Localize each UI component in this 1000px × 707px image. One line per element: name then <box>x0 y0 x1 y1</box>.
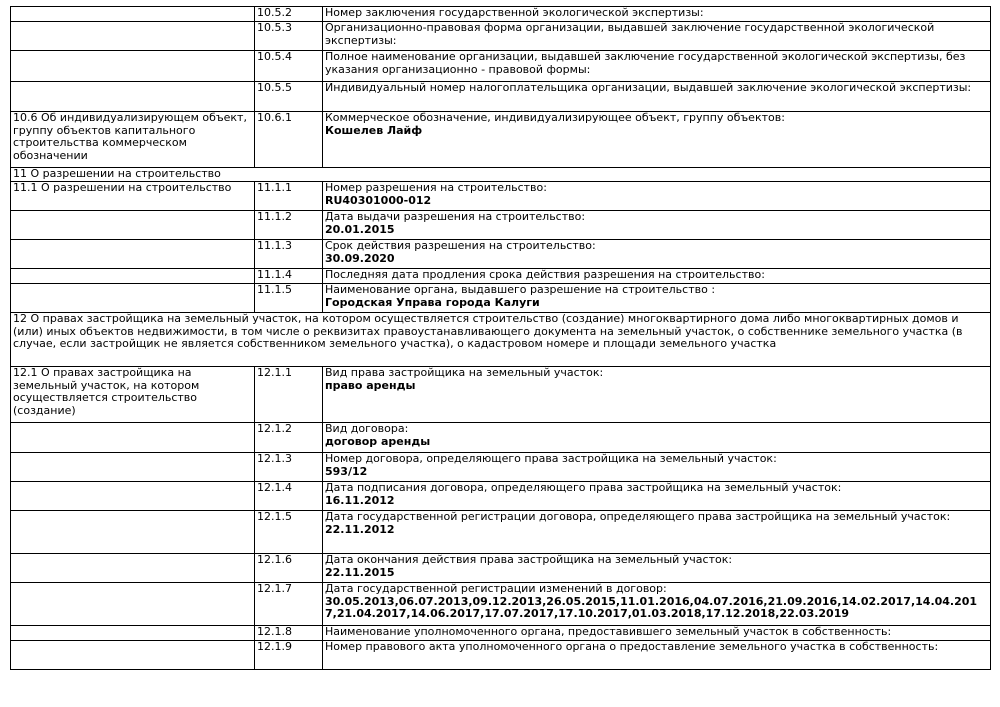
field-label: Номер заключения государственной экологической экспертизы: <box>325 6 704 19</box>
declaration-table <box>10 6 991 670</box>
field-cell <box>323 423 991 453</box>
field-label: Коммерческое обозначение, индивидуализирующее объект, группу объектов: <box>325 111 785 124</box>
section-header: 12 О правах застройщика на земельный участок, на котором осуществляется строительство (создание) многоквартирного дома либо многоквартирных домов и (или) иных объектов недвижимости, в том числе о реквизитах правоустанавливающего документа на земельный участок, о собственнике земельного участка (в случае, если застройщик не является собственником земельного участка), о кадастровом номере и площади земельного участка <box>11 313 991 367</box>
field-cell <box>323 112 991 168</box>
table-row <box>11 168 991 182</box>
field-value: договор аренды <box>325 434 431 448</box>
table-row <box>11 240 991 269</box>
section-cell <box>11 482 255 511</box>
code-cell: 12.1.4 <box>255 482 323 511</box>
field-cell <box>323 82 991 112</box>
section-cell <box>11 269 255 284</box>
field-value: Городская Управа города Калуги <box>325 295 540 309</box>
section-cell: 12.1 О правах застройщика на земельный участок, на котором осуществляется строительство (создание) <box>11 367 255 423</box>
table-row <box>11 211 991 240</box>
field-cell <box>323 7 991 22</box>
code-cell: 11.1.5 <box>255 284 323 313</box>
section-cell: 10.6 Об индивидуализирующем объект, группу объектов капитального строительства коммерческом обозначении <box>11 112 255 168</box>
table-row <box>11 51 991 82</box>
field-cell <box>323 182 991 211</box>
section-cell <box>11 626 255 641</box>
field-value: Кошелев Лайф <box>325 123 423 137</box>
field-label: Последняя дата продления срока действия разрешения на строительство: <box>325 268 765 281</box>
field-cell <box>323 554 991 583</box>
code-cell: 12.1.7 <box>255 583 323 626</box>
field-label: Вид договора: <box>325 422 409 435</box>
section-cell <box>11 583 255 626</box>
code-cell: 12.1.6 <box>255 554 323 583</box>
code-cell: 10.5.5 <box>255 82 323 112</box>
section-cell <box>11 211 255 240</box>
field-label: Организационно-правовая форма организации, выдавшей заключение государственной экологической экспертизы: <box>325 21 935 47</box>
field-cell <box>323 626 991 641</box>
field-label: Номер правового акта уполномоченного органа о предоставление земельного участка в собственность: <box>325 640 939 653</box>
table-row <box>11 367 991 423</box>
section-cell <box>11 22 255 51</box>
field-cell <box>323 482 991 511</box>
code-cell: 12.1.8 <box>255 626 323 641</box>
field-cell <box>323 51 991 82</box>
field-label: Дата государственной регистрации изменений в договор: <box>325 582 667 595</box>
field-value: 22.11.2015 <box>325 565 395 579</box>
table-row <box>11 453 991 482</box>
field-label: Дата выдачи разрешения на строительство: <box>325 210 586 223</box>
code-cell: 11.1.3 <box>255 240 323 269</box>
code-cell: 12.1.5 <box>255 511 323 554</box>
code-cell: 12.1.3 <box>255 453 323 482</box>
field-label: Номер договора, определяющего права застройщика на земельный участок: <box>325 452 777 465</box>
field-cell <box>323 367 991 423</box>
field-label: Вид права застройщика на земельный участок: <box>325 366 604 379</box>
section-cell <box>11 554 255 583</box>
field-value: 20.01.2015 <box>325 222 395 236</box>
code-cell: 10.5.3 <box>255 22 323 51</box>
field-value: 593/12 <box>325 464 368 478</box>
field-value: 16.11.2012 <box>325 493 395 507</box>
code-cell: 10.6.1 <box>255 112 323 168</box>
field-value: право аренды <box>325 378 416 392</box>
code-cell: 12.1.9 <box>255 641 323 670</box>
field-cell <box>323 453 991 482</box>
table-row <box>11 7 991 22</box>
field-value: 30.05.2013,06.07.2013,09.12.2013,26.05.2015,11.01.2016,04.07.2016,21.09.2016,14.02.2017,14.04.2017,21.04.2017,14.06.2017,17.07.2017,17.10.2017,01.03.2018,17.12.2018,22.03.2019 <box>325 594 978 621</box>
table-row <box>11 482 991 511</box>
section-cell <box>11 7 255 22</box>
field-label: Номер разрешения на строительство: <box>325 181 547 194</box>
field-cell <box>323 211 991 240</box>
table-row <box>11 511 991 554</box>
table-row <box>11 269 991 284</box>
code-cell: 12.1.1 <box>255 367 323 423</box>
section-cell <box>11 51 255 82</box>
code-cell: 11.1.2 <box>255 211 323 240</box>
field-cell <box>323 583 991 626</box>
table-row <box>11 182 991 211</box>
section-cell: 11.1 О разрешении на строительство <box>11 182 255 211</box>
field-label: Дата окончания действия права застройщика на земельный участок: <box>325 553 733 566</box>
field-cell <box>323 511 991 554</box>
table-row <box>11 22 991 51</box>
field-value: 30.09.2020 <box>325 251 395 265</box>
code-cell: 11.1.4 <box>255 269 323 284</box>
field-label: Срок действия разрешения на строительство: <box>325 239 596 252</box>
field-label: Полное наименование организации, выдавшей заключение государственной экологической экспертизы, без указания организационно - правовой формы: <box>325 50 966 76</box>
code-cell: 11.1.1 <box>255 182 323 211</box>
field-cell <box>323 269 991 284</box>
code-cell: 10.5.2 <box>255 7 323 22</box>
table-row <box>11 641 991 670</box>
code-cell: 10.5.4 <box>255 51 323 82</box>
field-label: Дата государственной регистрации договора, определяющего права застройщика на земельный участок: <box>325 510 951 523</box>
field-cell <box>323 240 991 269</box>
table-row <box>11 554 991 583</box>
table-row <box>11 82 991 112</box>
section-cell <box>11 284 255 313</box>
section-cell <box>11 423 255 453</box>
table-row <box>11 112 991 168</box>
field-value: 22.11.2012 <box>325 522 395 536</box>
field-label: Наименование органа, выдавшего разрешение на строительство : <box>325 283 716 296</box>
table-row <box>11 583 991 626</box>
table-row <box>11 284 991 313</box>
code-cell: 12.1.2 <box>255 423 323 453</box>
section-header: 11 О разрешении на строительство <box>11 168 991 182</box>
section-cell <box>11 240 255 269</box>
section-cell <box>11 641 255 670</box>
section-cell <box>11 511 255 554</box>
field-label: Наименование уполномоченного органа, предоставившего земельный участок в собственность: <box>325 625 892 638</box>
field-cell <box>323 284 991 313</box>
field-label: Индивидуальный номер налогоплательщика организации, выдавшей заключение экологической экспертизы: <box>325 81 972 94</box>
section-cell <box>11 453 255 482</box>
section-cell <box>11 82 255 112</box>
table-row <box>11 313 991 367</box>
table-row <box>11 423 991 453</box>
field-cell <box>323 22 991 51</box>
table-row <box>11 626 991 641</box>
field-label: Дата подписания договора, определяющего права застройщика на земельный участок: <box>325 481 842 494</box>
field-cell <box>323 641 991 670</box>
field-value: RU40301000-012 <box>325 193 432 207</box>
